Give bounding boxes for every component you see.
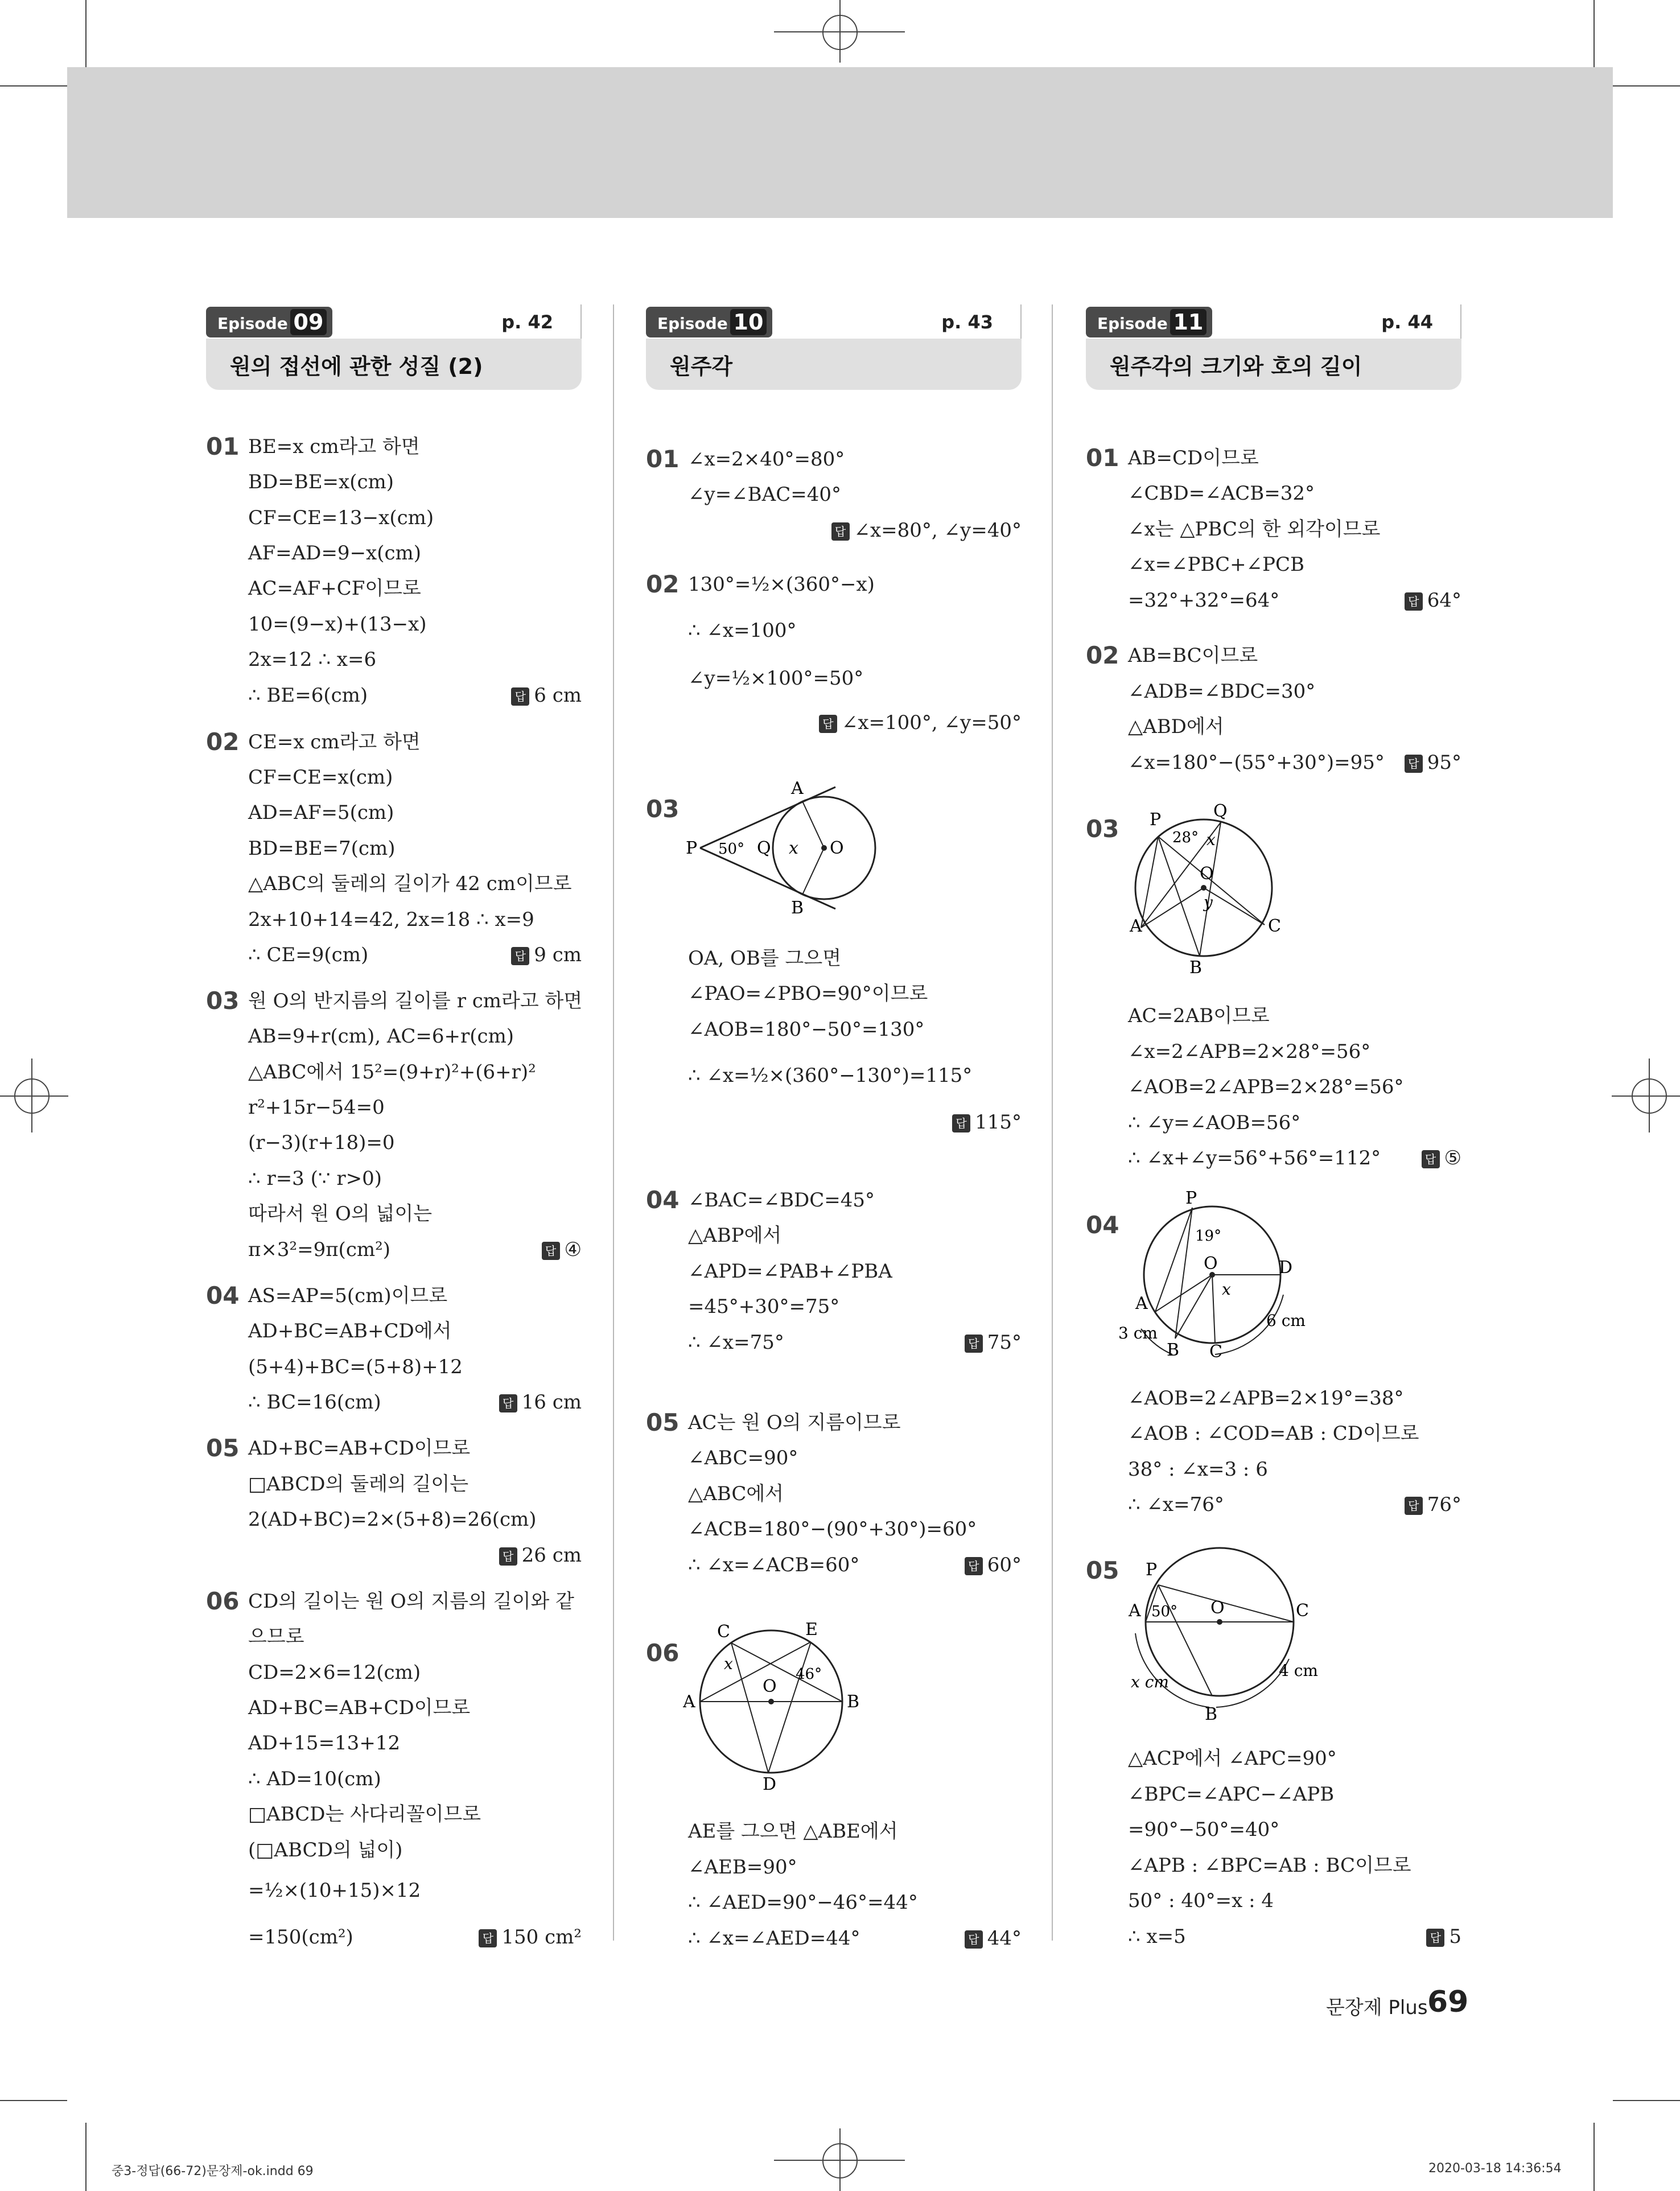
solution-line: □ABCD의 둘레의 길이는 (248, 1473, 469, 1496)
solution-line: 따라서 원 O의 넓이는 (248, 1202, 433, 1225)
solution-line: ∴ ∠x=76° (1128, 1493, 1224, 1516)
problem-number: 05 (646, 1408, 680, 1436)
answer (499, 1390, 582, 1415)
solution-line: △ABD에서 (1128, 715, 1224, 738)
solution-line: ∠AEB=90° (688, 1856, 797, 1879)
solution-line: 으므로 (248, 1625, 304, 1648)
solution-line: AE를 그으면 △ABE에서 (688, 1820, 898, 1843)
solution-line: CD의 길이는 원 O의 지름의 길이와 같 (248, 1590, 574, 1613)
fig-label: C (1296, 1601, 1309, 1621)
solution-line: ∴ BE=6(cm) (248, 684, 368, 707)
solution-line: =90°−50°=40° (1128, 1818, 1280, 1841)
fig-label: C (717, 1622, 730, 1642)
solution-line: 10=(9−x)+(13−x) (248, 613, 427, 636)
solution-line: ∠AOB=180°−50°=130° (688, 1018, 925, 1041)
fig-label: P (1185, 1189, 1197, 1208)
episode-header (1086, 304, 1461, 390)
fig-label: A (791, 779, 804, 798)
answer (1405, 588, 1461, 613)
figure-c3-03 (1115, 800, 1286, 976)
solution-line: (□ABCD의 넓이) (248, 1839, 403, 1861)
registration-circle (14, 1078, 50, 1114)
episode-number: 10 (730, 309, 767, 335)
solution-line: ∠y=∠BAC=40° (688, 483, 841, 506)
problem-number: 01 (646, 445, 680, 473)
registration-circle (1632, 1078, 1667, 1114)
fig-label: O (1204, 1254, 1218, 1274)
answer-value: 115° (975, 1111, 1022, 1134)
solution-line: ∴ x=5 (1128, 1925, 1186, 1948)
answer-mark: 답 (511, 687, 529, 706)
solution-line: AF=AD=9−x(cm) (248, 542, 422, 565)
answer-mark: 답 (965, 1930, 983, 1949)
fig-label: P (1146, 1560, 1158, 1580)
solution-line: AC=AF+CF이므로 (248, 577, 421, 600)
crop-mark (1593, 2123, 1595, 2191)
fig-label: 6 cm (1266, 1311, 1306, 1330)
top-banner (67, 67, 1613, 218)
answer-mark: 답 (1405, 592, 1423, 611)
answer-value: 26 cm (521, 1544, 582, 1567)
solution-line: AS=AP=5(cm)이므로 (248, 1284, 448, 1307)
answer (1426, 1924, 1461, 1949)
figure-c2-03 (683, 777, 899, 919)
answer (1422, 1146, 1461, 1171)
problem-number: 03 (646, 795, 680, 823)
solution-line: ∠ABC=90° (688, 1447, 798, 1469)
answer-mark: 답 (1405, 755, 1423, 773)
page-reference: p. 42 (501, 311, 553, 333)
episode-label: Episode (657, 314, 728, 333)
solution-line: AD=AF=5(cm) (248, 801, 394, 824)
solution-line: ∠x=∠PBC+∠PCB (1128, 553, 1305, 576)
problem-number: 06 (206, 1587, 240, 1615)
problem-number: 01 (1086, 444, 1119, 472)
problem-number: 05 (206, 1434, 240, 1462)
answer-mark: 답 (819, 715, 837, 733)
solution-line: CD=2×6=12(cm) (248, 1661, 421, 1684)
column-episode-09 (206, 304, 583, 1949)
problem-number: 02 (646, 570, 680, 598)
solution-line: =45°+30°=75° (688, 1295, 840, 1318)
fig-label: x cm (1131, 1673, 1169, 1691)
solution-line: AD+BC=AB+CD이므로 (248, 1696, 471, 1719)
episode-title: 원주각 (670, 354, 733, 379)
solution-line: △ABC에서 15²=(9+r)²+(6+r)² (248, 1061, 536, 1084)
solution-line: AD+15=13+12 (248, 1732, 401, 1755)
solution-line: ∠x=180°−(55°+30°)=95° (1128, 751, 1385, 774)
solution-line: ∴ ∠x=100° (688, 619, 797, 642)
problem-number: 05 (1086, 1556, 1119, 1584)
solution-line: ∴ BC=16(cm) (248, 1391, 381, 1414)
answer-mark: 답 (965, 1557, 983, 1575)
solution-line: ∴ ∠x=75° (688, 1331, 784, 1354)
solution-line: AD+BC=AB+CD에서 (248, 1320, 452, 1342)
fig-label: A (1130, 916, 1142, 936)
solution-line: =32°+32°=64° (1128, 589, 1280, 612)
problem-number: 01 (206, 433, 240, 460)
answer (965, 1552, 1022, 1578)
fig-label: y (1204, 893, 1213, 912)
page-reference: p. 44 (1381, 311, 1433, 333)
fig-label: x (1222, 1280, 1231, 1299)
solution-line: 원 O의 반지름의 길이를 r cm라고 하면 (248, 990, 583, 1012)
answer-mark: 답 (952, 1114, 970, 1132)
fig-label: x (789, 838, 798, 858)
fig-label: A (683, 1692, 695, 1712)
solution-line: ∠APB : ∠BPC=AB : BC이므로 (1128, 1854, 1411, 1877)
solution-line: ∴ ∠x+∠y=56°+56°=112° (1128, 1147, 1381, 1169)
fig-label: P (686, 838, 698, 858)
solution-line: ∠BAC=∠BDC=45° (688, 1189, 875, 1212)
fig-label: B (1167, 1340, 1180, 1360)
solution-line: 130°=½×(360°−x) (688, 573, 875, 596)
problem-number: 02 (206, 728, 240, 756)
solution-line: CF=CE=13−x(cm) (248, 506, 434, 529)
solution-line: BE=x cm라고 하면 (248, 435, 420, 458)
fig-label: C (1268, 916, 1281, 936)
answer-value: 60° (987, 1554, 1022, 1576)
page-reference: p. 43 (941, 311, 993, 333)
answer-value: 9 cm (534, 944, 582, 966)
answer-value: 95° (1427, 751, 1461, 774)
solution-line: AB=BC이므로 (1128, 644, 1258, 667)
solution-line: AB=9+r(cm), AC=6+r(cm) (248, 1025, 514, 1048)
solution-line: ∠x=2∠APB=2×28°=56° (1128, 1040, 1371, 1063)
solution-line: ∴ ∠x=∠AED=44° (688, 1927, 860, 1950)
solution-line: π×3²=9π(cm²) (248, 1238, 391, 1261)
solution-line: CE=x cm라고 하면 (248, 731, 421, 753)
fig-label: 46° (796, 1666, 822, 1683)
fig-label: x (724, 1654, 733, 1673)
fig-label: B (791, 898, 804, 918)
solution-line: AC=2AB이므로 (1128, 1004, 1270, 1027)
solution-line: AB=CD이므로 (1128, 447, 1259, 470)
solution-line: ∠AOB=2∠APB=2×28°=56° (1128, 1076, 1404, 1098)
solution-line: 2(AD+BC)=2×(5+8)=26(cm) (248, 1508, 537, 1531)
solution-line: ∴ ∠y=∠AOB=56° (1128, 1111, 1301, 1134)
solution-line: ∴ ∠AED=90°−46°=44° (688, 1891, 918, 1914)
solution-line: ∠BPC=∠APC−∠APB (1128, 1783, 1335, 1806)
episode-number: 09 (290, 309, 327, 335)
footer-brand: 문장제 Plus (1326, 1996, 1428, 2019)
fig-label: 4 cm (1279, 1661, 1318, 1680)
answer-value: 16 cm (521, 1391, 582, 1414)
solution-line: ∴ r=3 (∵ r>0) (248, 1167, 382, 1190)
column-divider (613, 304, 614, 1941)
solution-line: ∠APD=∠PAB+∠PBA (688, 1260, 892, 1283)
solution-line: ∠CBD=∠ACB=32° (1128, 482, 1315, 505)
answer (831, 518, 1022, 543)
solution-line: △ABC에서 (688, 1482, 784, 1505)
episode-label: Episode (217, 314, 288, 333)
problem-number: 03 (206, 987, 240, 1015)
figure-c2-06 (683, 1619, 876, 1790)
fig-label: D (1279, 1258, 1293, 1278)
fig-label: A (1129, 1601, 1141, 1621)
crop-mark (0, 2100, 67, 2101)
answer (511, 942, 582, 967)
episode-label: Episode (1097, 314, 1168, 333)
crop-mark (1613, 85, 1680, 87)
solution-line: 2x+10+14=42, 2x=18 ∴ x=9 (248, 908, 534, 931)
solution-line: CF=CE=x(cm) (248, 766, 393, 789)
solution-line: 2x=12 ∴ x=6 (248, 648, 377, 671)
episode-tag (206, 307, 332, 337)
answer-value: ④ (564, 1238, 582, 1261)
page-number: 69 (1427, 1985, 1469, 2019)
episode-tag (1086, 307, 1212, 337)
solution-line: ∠x=2×40°=80° (688, 448, 845, 471)
fig-label: 50° (718, 841, 745, 858)
answer (965, 1330, 1022, 1355)
solution-line: r²+15r−54=0 (248, 1096, 385, 1119)
fig-label: O (1210, 1598, 1225, 1618)
episode-tag (646, 307, 772, 337)
fig-label: x (1207, 830, 1216, 849)
fig-label: E (805, 1620, 818, 1640)
crop-mark (85, 2123, 87, 2191)
episode-header (206, 304, 582, 390)
fig-label: D (763, 1774, 777, 1790)
problem-number: 04 (646, 1186, 680, 1214)
answer-value: 75° (987, 1331, 1022, 1354)
answer (542, 1237, 582, 1262)
solution-line: ∠ACB=180°−(90°+30°)=60° (688, 1518, 977, 1541)
column-divider (1052, 304, 1053, 1941)
answer-value: 5 (1449, 1925, 1461, 1948)
answer-value: ⑤ (1444, 1147, 1461, 1169)
solution-line: ∠PAO=∠PBO=90°이므로 (688, 982, 928, 1005)
solution-line: AC는 원 O의 지름이므로 (688, 1411, 901, 1434)
fig-label: P (1150, 810, 1162, 830)
crop-mark (1613, 2100, 1680, 2101)
solution-line: ∴ AD=10(cm) (248, 1768, 381, 1790)
answer-mark: 답 (831, 522, 850, 541)
figure-c3-04 (1118, 1189, 1346, 1366)
fig-label: Q (1213, 801, 1228, 821)
solution-line: BD=BE=7(cm) (248, 837, 396, 860)
crop-mark (1593, 0, 1595, 67)
fig-label: C (1209, 1342, 1222, 1362)
fig-label: 50° (1151, 1603, 1178, 1620)
answer-value: ∠x=100°, ∠y=50° (841, 711, 1022, 734)
problem-number: 03 (1086, 815, 1119, 843)
answer (479, 1925, 582, 1950)
solution-line: BD=BE=x(cm) (248, 471, 394, 493)
solution-line: ∴ ∠x=∠ACB=60° (688, 1554, 860, 1576)
problem-number: 04 (1086, 1211, 1119, 1239)
column-episode-10 (646, 304, 1022, 1950)
answer-mark: 답 (542, 1242, 560, 1260)
fig-label: A (1135, 1294, 1148, 1313)
solution-line: =½×(10+15)×12 (248, 1879, 421, 1902)
answer-mark: 답 (1405, 1497, 1423, 1515)
solution-line: OA, OB를 그으면 (688, 947, 842, 970)
solution-line: ∴ CE=9(cm) (248, 944, 369, 966)
crop-mark (85, 0, 87, 67)
fig-label: O (830, 838, 844, 858)
problem-number: 02 (1086, 641, 1119, 669)
answer (952, 1110, 1022, 1135)
answer (1405, 750, 1461, 775)
answer-mark: 답 (499, 1394, 517, 1412)
registration-circle (822, 15, 858, 50)
figure-c3-05 (1118, 1537, 1335, 1730)
solution-line: △ACP에서 ∠APC=90° (1128, 1747, 1337, 1770)
answer-value: ∠x=80°, ∠y=40° (854, 519, 1022, 542)
answer (819, 710, 1022, 735)
answer-value: 76° (1427, 1493, 1461, 1516)
footer-file-slug: 중3-정답(66-72)문장제-ok.indd 69 (112, 2164, 314, 2178)
episode-number: 11 (1170, 309, 1207, 335)
answer-value: 64° (1427, 589, 1461, 612)
answer-mark: 답 (1426, 1929, 1444, 1947)
solution-line: ∠y=½×100°=50° (688, 667, 864, 690)
fig-label: B (1189, 958, 1203, 976)
solution-line: △ABP에서 (688, 1224, 782, 1247)
solution-line: ∠ADB=∠BDC=30° (1128, 680, 1316, 703)
solution-line: ∠AOB=2∠APB=2×19°=38° (1128, 1387, 1404, 1410)
fig-label: 19° (1195, 1228, 1222, 1245)
fig-label: O (763, 1677, 777, 1696)
answer-mark: 답 (965, 1335, 983, 1353)
solution-line: (r−3)(r+18)=0 (248, 1131, 395, 1154)
answer (511, 683, 582, 708)
problem-number: 04 (206, 1282, 240, 1309)
episode-header (646, 304, 1022, 390)
footer-timestamp: 2020-03-18 14:36:54 (1428, 2161, 1562, 2176)
registration-circle (822, 2143, 858, 2178)
problem-number: 06 (646, 1639, 680, 1667)
solution-line: 38° : ∠x=3 : 6 (1128, 1458, 1268, 1481)
fig-label: B (847, 1692, 860, 1712)
solution-line: =150(cm²) (248, 1926, 353, 1949)
answer-mark: 답 (511, 947, 529, 965)
crop-mark (0, 85, 67, 87)
fig-label: Q (757, 838, 771, 858)
answer-mark: 답 (479, 1929, 497, 1947)
fig-label: B (1205, 1704, 1218, 1724)
answer-mark: 답 (1422, 1150, 1440, 1168)
solution-line: (5+4)+BC=(5+8)+12 (248, 1356, 463, 1378)
answer-value: 6 cm (534, 684, 582, 707)
episode-title: 원의 접선에 관한 성질 (2) (230, 354, 483, 379)
answer-value: 44° (987, 1927, 1022, 1950)
answer (1405, 1492, 1461, 1517)
answer (965, 1926, 1022, 1951)
fig-label: 28° (1172, 829, 1199, 846)
fig-label: O (1200, 864, 1214, 884)
solution-line: □ABCD는 사다리꼴이므로 (248, 1803, 481, 1826)
fig-label: 3 cm (1118, 1324, 1158, 1342)
answer-value: 150 cm² (501, 1926, 582, 1949)
answer (499, 1543, 582, 1568)
solution-line: ∴ ∠x=½×(360°−130°)=115° (688, 1064, 973, 1087)
solution-line: ∠x는 △PBC의 한 외각이므로 (1128, 518, 1381, 541)
solution-line: AD+BC=AB+CD이므로 (248, 1437, 471, 1460)
episode-title: 원주각의 크기와 호의 길이 (1110, 354, 1362, 379)
solution-line: ∠AOB : ∠COD=AB : CD이므로 (1128, 1422, 1419, 1445)
solution-line: △ABC의 둘레의 길이가 42 cm이므로 (248, 872, 572, 895)
solution-line: 50° : 40°=x : 4 (1128, 1889, 1274, 1912)
answer-mark: 답 (499, 1547, 517, 1566)
